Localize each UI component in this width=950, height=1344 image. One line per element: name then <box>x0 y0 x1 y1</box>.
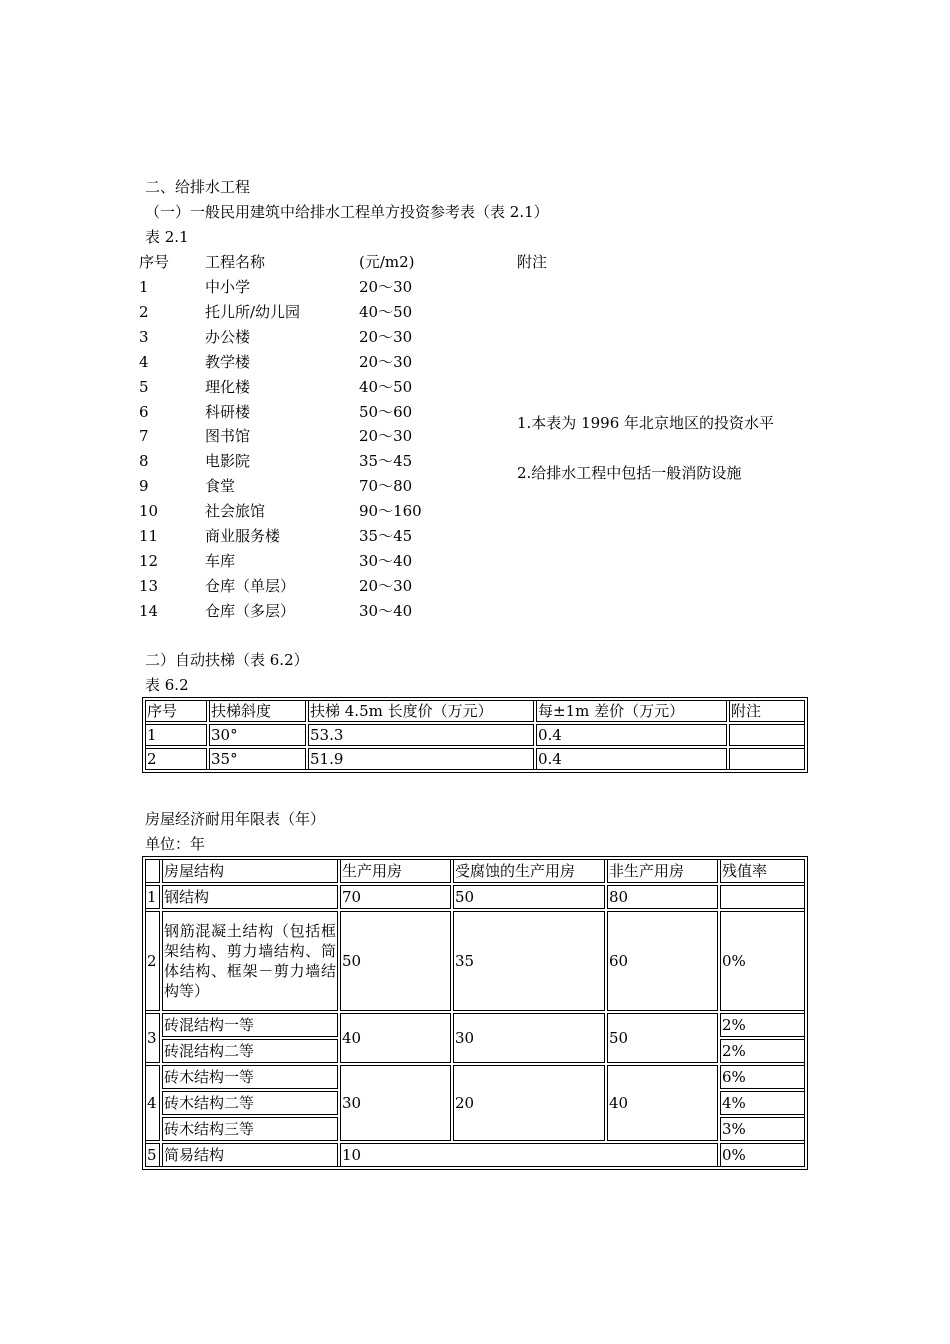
row-name: 商业服务楼 <box>205 527 281 545</box>
table-cell: 砖混结构二等 <box>162 1039 338 1063</box>
row-name: 食堂 <box>205 477 236 496</box>
row-price: 40～50 <box>359 302 413 321</box>
table-cell: 50 <box>340 911 451 1011</box>
table-cell: 砖木结构三等 <box>162 1117 338 1141</box>
table-cell: 51.9 <box>308 748 534 770</box>
housing-title: 房屋经济耐用年限表（年） <box>145 810 326 828</box>
table-cell: 10 <box>340 1143 718 1167</box>
row-name: 仓库（多层） <box>205 601 296 620</box>
table-header-cell <box>145 859 160 883</box>
table-cell: 4 <box>145 1065 160 1141</box>
escalator-title: 二）自动扶梯（表 6.2） <box>145 651 309 669</box>
table-header-cell: 生产用房 <box>340 859 451 883</box>
row-price: 35～45 <box>359 452 413 471</box>
row-name: 图书馆 <box>205 427 251 446</box>
table-cell: 60 <box>607 911 718 1011</box>
row-no: 8 <box>139 452 149 471</box>
row-price: 20～30 <box>359 427 413 446</box>
table-row <box>145 1013 805 1037</box>
row-name: 社会旅馆 <box>205 502 266 521</box>
row-name: 仓库（单层） <box>205 576 296 595</box>
table-header-cell: 非生产用房 <box>607 859 718 883</box>
table-cell: 35 <box>453 911 605 1011</box>
row-price: 90～160 <box>359 502 422 521</box>
row-price: 20～30 <box>359 352 413 371</box>
housing-unit: 单位：年 <box>145 835 206 853</box>
table-header-cell: 房屋结构 <box>162 859 338 883</box>
row-price: 70～80 <box>359 477 413 496</box>
table-cell: 5 <box>145 1143 160 1167</box>
table-cell: 80 <box>607 885 718 909</box>
row-name: 电影院 <box>205 452 251 471</box>
table-cell: 0.4 <box>536 724 727 746</box>
table-header-row <box>145 700 805 722</box>
row-no: 10 <box>139 502 159 521</box>
row-no: 5 <box>139 377 149 396</box>
table-row <box>145 885 805 909</box>
row-no: 3 <box>139 327 149 346</box>
row-price: 20～30 <box>359 576 413 595</box>
note-2: 2.给排水工程中包括一般消防设施 <box>517 464 742 482</box>
row-price: 30～40 <box>359 601 413 620</box>
table-cell: 4% <box>720 1091 805 1115</box>
row-name: 车库 <box>205 551 236 570</box>
table-cell: 30 <box>340 1065 451 1141</box>
row-name: 办公楼 <box>205 327 251 346</box>
row-price: 35～45 <box>359 527 413 545</box>
table-header-cell: 每±1m 差价（万元） <box>536 700 727 722</box>
table-row <box>145 748 805 770</box>
row-name: 科研楼 <box>205 402 251 421</box>
table-cell <box>729 724 805 746</box>
row-no: 1 <box>139 278 149 296</box>
row-no: 4 <box>139 352 149 371</box>
table-cell: 35° <box>209 748 306 770</box>
row-price: 20～30 <box>359 278 413 296</box>
header-unit: (元/m2) <box>359 253 415 271</box>
table-header-cell: 扶梯斜度 <box>209 700 306 722</box>
row-no: 2 <box>139 302 149 321</box>
row-price: 40～50 <box>359 377 413 396</box>
table-cell: 50 <box>453 885 605 909</box>
table-cell: 20 <box>453 1065 605 1141</box>
row-no: 13 <box>139 576 159 595</box>
table-cell: 1 <box>145 885 160 909</box>
row-price: 50～60 <box>359 402 413 421</box>
table-header-cell: 扶梯 4.5m 长度价（万元） <box>308 700 534 722</box>
table-header-cell: 残值率 <box>720 859 805 883</box>
escalator-table <box>142 697 808 773</box>
table-cell: 砖混结构一等 <box>162 1013 338 1037</box>
section-title: 二、给排水工程 <box>145 178 251 196</box>
row-name: 教学楼 <box>205 352 251 371</box>
row-price: 20～30 <box>359 327 413 346</box>
table-row <box>145 1143 805 1167</box>
table-cell: 40 <box>607 1065 718 1141</box>
row-no: 12 <box>139 551 159 570</box>
table-cell: 0% <box>720 911 805 1011</box>
table-cell: 40 <box>340 1013 451 1063</box>
table-cell <box>720 885 805 909</box>
header-no: 序号 <box>139 253 170 271</box>
table-row <box>145 1065 805 1089</box>
table-cell: 砖木结构一等 <box>162 1065 338 1089</box>
table-cell: 0% <box>720 1143 805 1167</box>
table-cell: 30° <box>209 724 306 746</box>
table-cell <box>729 748 805 770</box>
row-price: 30～40 <box>359 551 413 570</box>
table-cell: 6% <box>720 1065 805 1089</box>
row-name: 理化楼 <box>205 377 251 396</box>
housing-table <box>142 856 808 1170</box>
header-name: 工程名称 <box>205 253 266 271</box>
row-name: 托儿所/幼儿园 <box>205 302 301 321</box>
table-cell: 简易结构 <box>162 1143 338 1167</box>
table-cell: 2 <box>145 911 160 1011</box>
table-row <box>145 724 805 746</box>
table-header-cell: 受腐蚀的生产用房 <box>453 859 605 883</box>
header-note: 附注 <box>517 253 548 271</box>
table-cell: 50 <box>607 1013 718 1063</box>
note-1: 1.本表为 1996 年北京地区的投资水平 <box>517 414 775 432</box>
table-cell: 钢筋混凝土结构（包括框架结构、剪力墙结构、筒体结构、框架－剪力墙结构等） <box>162 911 338 1011</box>
table-2-1-label: 表 2.1 <box>145 228 189 246</box>
row-name: 中小学 <box>205 278 251 296</box>
table-cell: 2% <box>720 1039 805 1063</box>
row-no: 11 <box>139 527 159 545</box>
escalator-label: 表 6.2 <box>145 676 189 694</box>
table-cell: 钢结构 <box>162 885 338 909</box>
sub-title: （一）一般民用建筑中给排水工程单方投资参考表（表 2.1） <box>145 203 549 221</box>
table-row <box>145 911 805 1011</box>
table-header-cell: 序号 <box>145 700 207 722</box>
row-no: 7 <box>139 427 149 446</box>
table-header-row <box>145 859 805 883</box>
table-cell: 0.4 <box>536 748 727 770</box>
table-cell: 30 <box>453 1013 605 1063</box>
table-cell: 2% <box>720 1013 805 1037</box>
table-header-cell: 附注 <box>729 700 805 722</box>
row-no: 6 <box>139 402 149 421</box>
table-cell: 3% <box>720 1117 805 1141</box>
table-cell: 53.3 <box>308 724 534 746</box>
table-cell: 3 <box>145 1013 160 1063</box>
table-cell: 70 <box>340 885 451 909</box>
row-no: 9 <box>139 477 149 496</box>
table-cell: 2 <box>145 748 207 770</box>
table-cell: 砖木结构二等 <box>162 1091 338 1115</box>
table-cell: 1 <box>145 724 207 746</box>
row-no: 14 <box>139 601 159 620</box>
